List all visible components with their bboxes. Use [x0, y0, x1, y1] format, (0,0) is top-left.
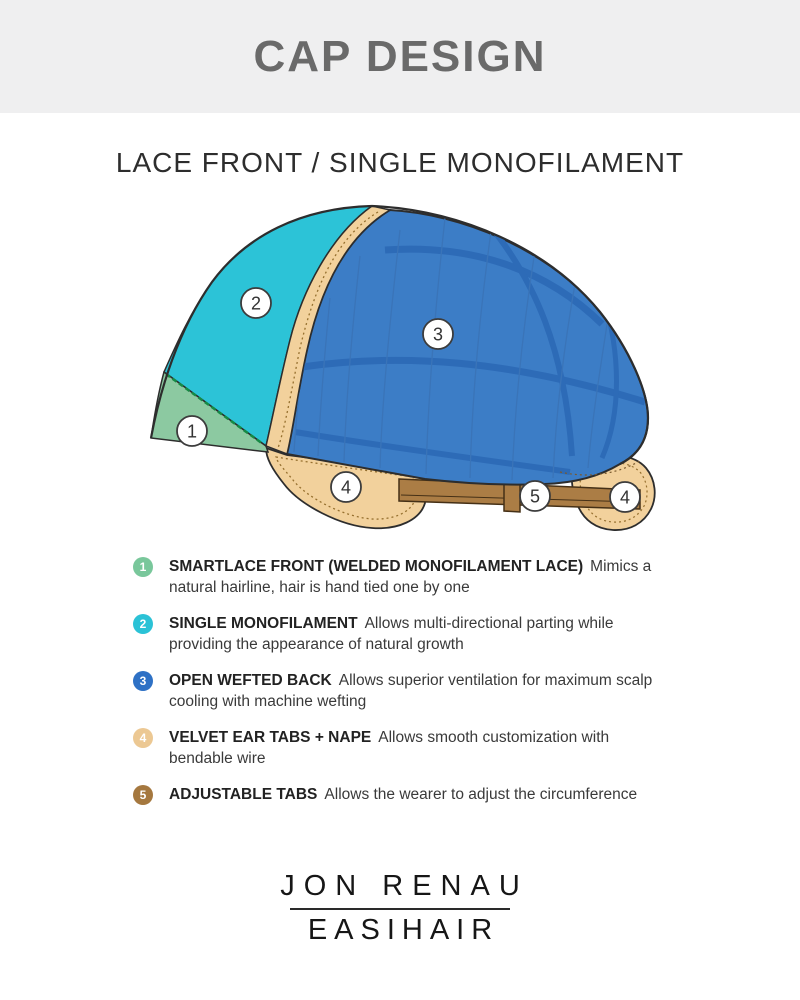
callout-4-right-number: 4	[619, 487, 631, 508]
callout-1-number: 1	[186, 421, 198, 442]
callout-2-number: 2	[250, 293, 262, 314]
brand-divider	[290, 908, 510, 910]
legend-item-open-wefted-back	[133, 670, 653, 712]
legend-number-badge: 2	[133, 614, 153, 634]
legend-item-velvet-ear-tabs	[133, 727, 653, 769]
wig-cap-diagram	[100, 195, 700, 545]
legend-item-text	[169, 786, 637, 803]
legend-item-title: SINGLE MONOFILAMENT	[169, 615, 358, 632]
legend-number-badge: 3	[133, 671, 153, 691]
brand-easihair: EASIHAIR	[307, 914, 500, 946]
callout-4-left-number: 4	[340, 477, 352, 498]
callout-5-number: 5	[529, 486, 541, 507]
legend-item-title: VELVET EAR TABS + NAPE	[169, 729, 372, 746]
legend-number-badge: 1	[133, 557, 153, 577]
legend-item-title: SMARTLACE FRONT (WELDED MONOFILAMENT LACE)	[169, 558, 584, 575]
legend-item-text	[169, 558, 651, 596]
legend-item-description: Allows superior ventilation for maximum scalp cooling with machine wefting	[169, 672, 653, 710]
legend-item-description: Allows smooth customization with bendable wire	[169, 729, 610, 767]
legend-item-single-monofilament	[133, 613, 653, 655]
legend-item-description: Allows the wearer to adjust the circumference	[324, 786, 638, 803]
legend-item-text	[169, 729, 609, 767]
callout-2	[241, 288, 271, 318]
callout-1	[177, 416, 207, 446]
legend-item-adjustable-tabs	[133, 784, 653, 805]
callout-5	[520, 481, 550, 511]
brand-block	[0, 870, 800, 947]
header-banner	[0, 0, 800, 113]
page-title: CAP DESIGN	[253, 31, 547, 81]
legend-number-badge: 4	[133, 728, 153, 748]
legend-item-smartlace-front	[133, 556, 653, 598]
legend-item-description: Allows multi-directional parting while providing the appearance of natural growth	[169, 615, 614, 653]
brand-jon-renau: JON RENAU	[280, 870, 529, 902]
legend-number-badge: 5	[133, 785, 153, 805]
callout-3-number: 3	[432, 324, 444, 345]
callout-4-right	[610, 482, 640, 512]
callout-4-left	[331, 472, 361, 502]
legend-item-title: OPEN WEFTED BACK	[169, 672, 332, 689]
legend-item-description: Mimics a natural hairline, hair is hand tied one by one	[169, 558, 652, 596]
legend-item-text	[169, 672, 652, 710]
legend-item-title: ADJUSTABLE TABS	[169, 786, 318, 803]
legend-item-text	[169, 615, 614, 653]
legend	[133, 556, 653, 820]
callout-3	[423, 319, 453, 349]
cap-subtitle: LACE FRONT / SINGLE MONOFILAMENT	[115, 147, 685, 178]
